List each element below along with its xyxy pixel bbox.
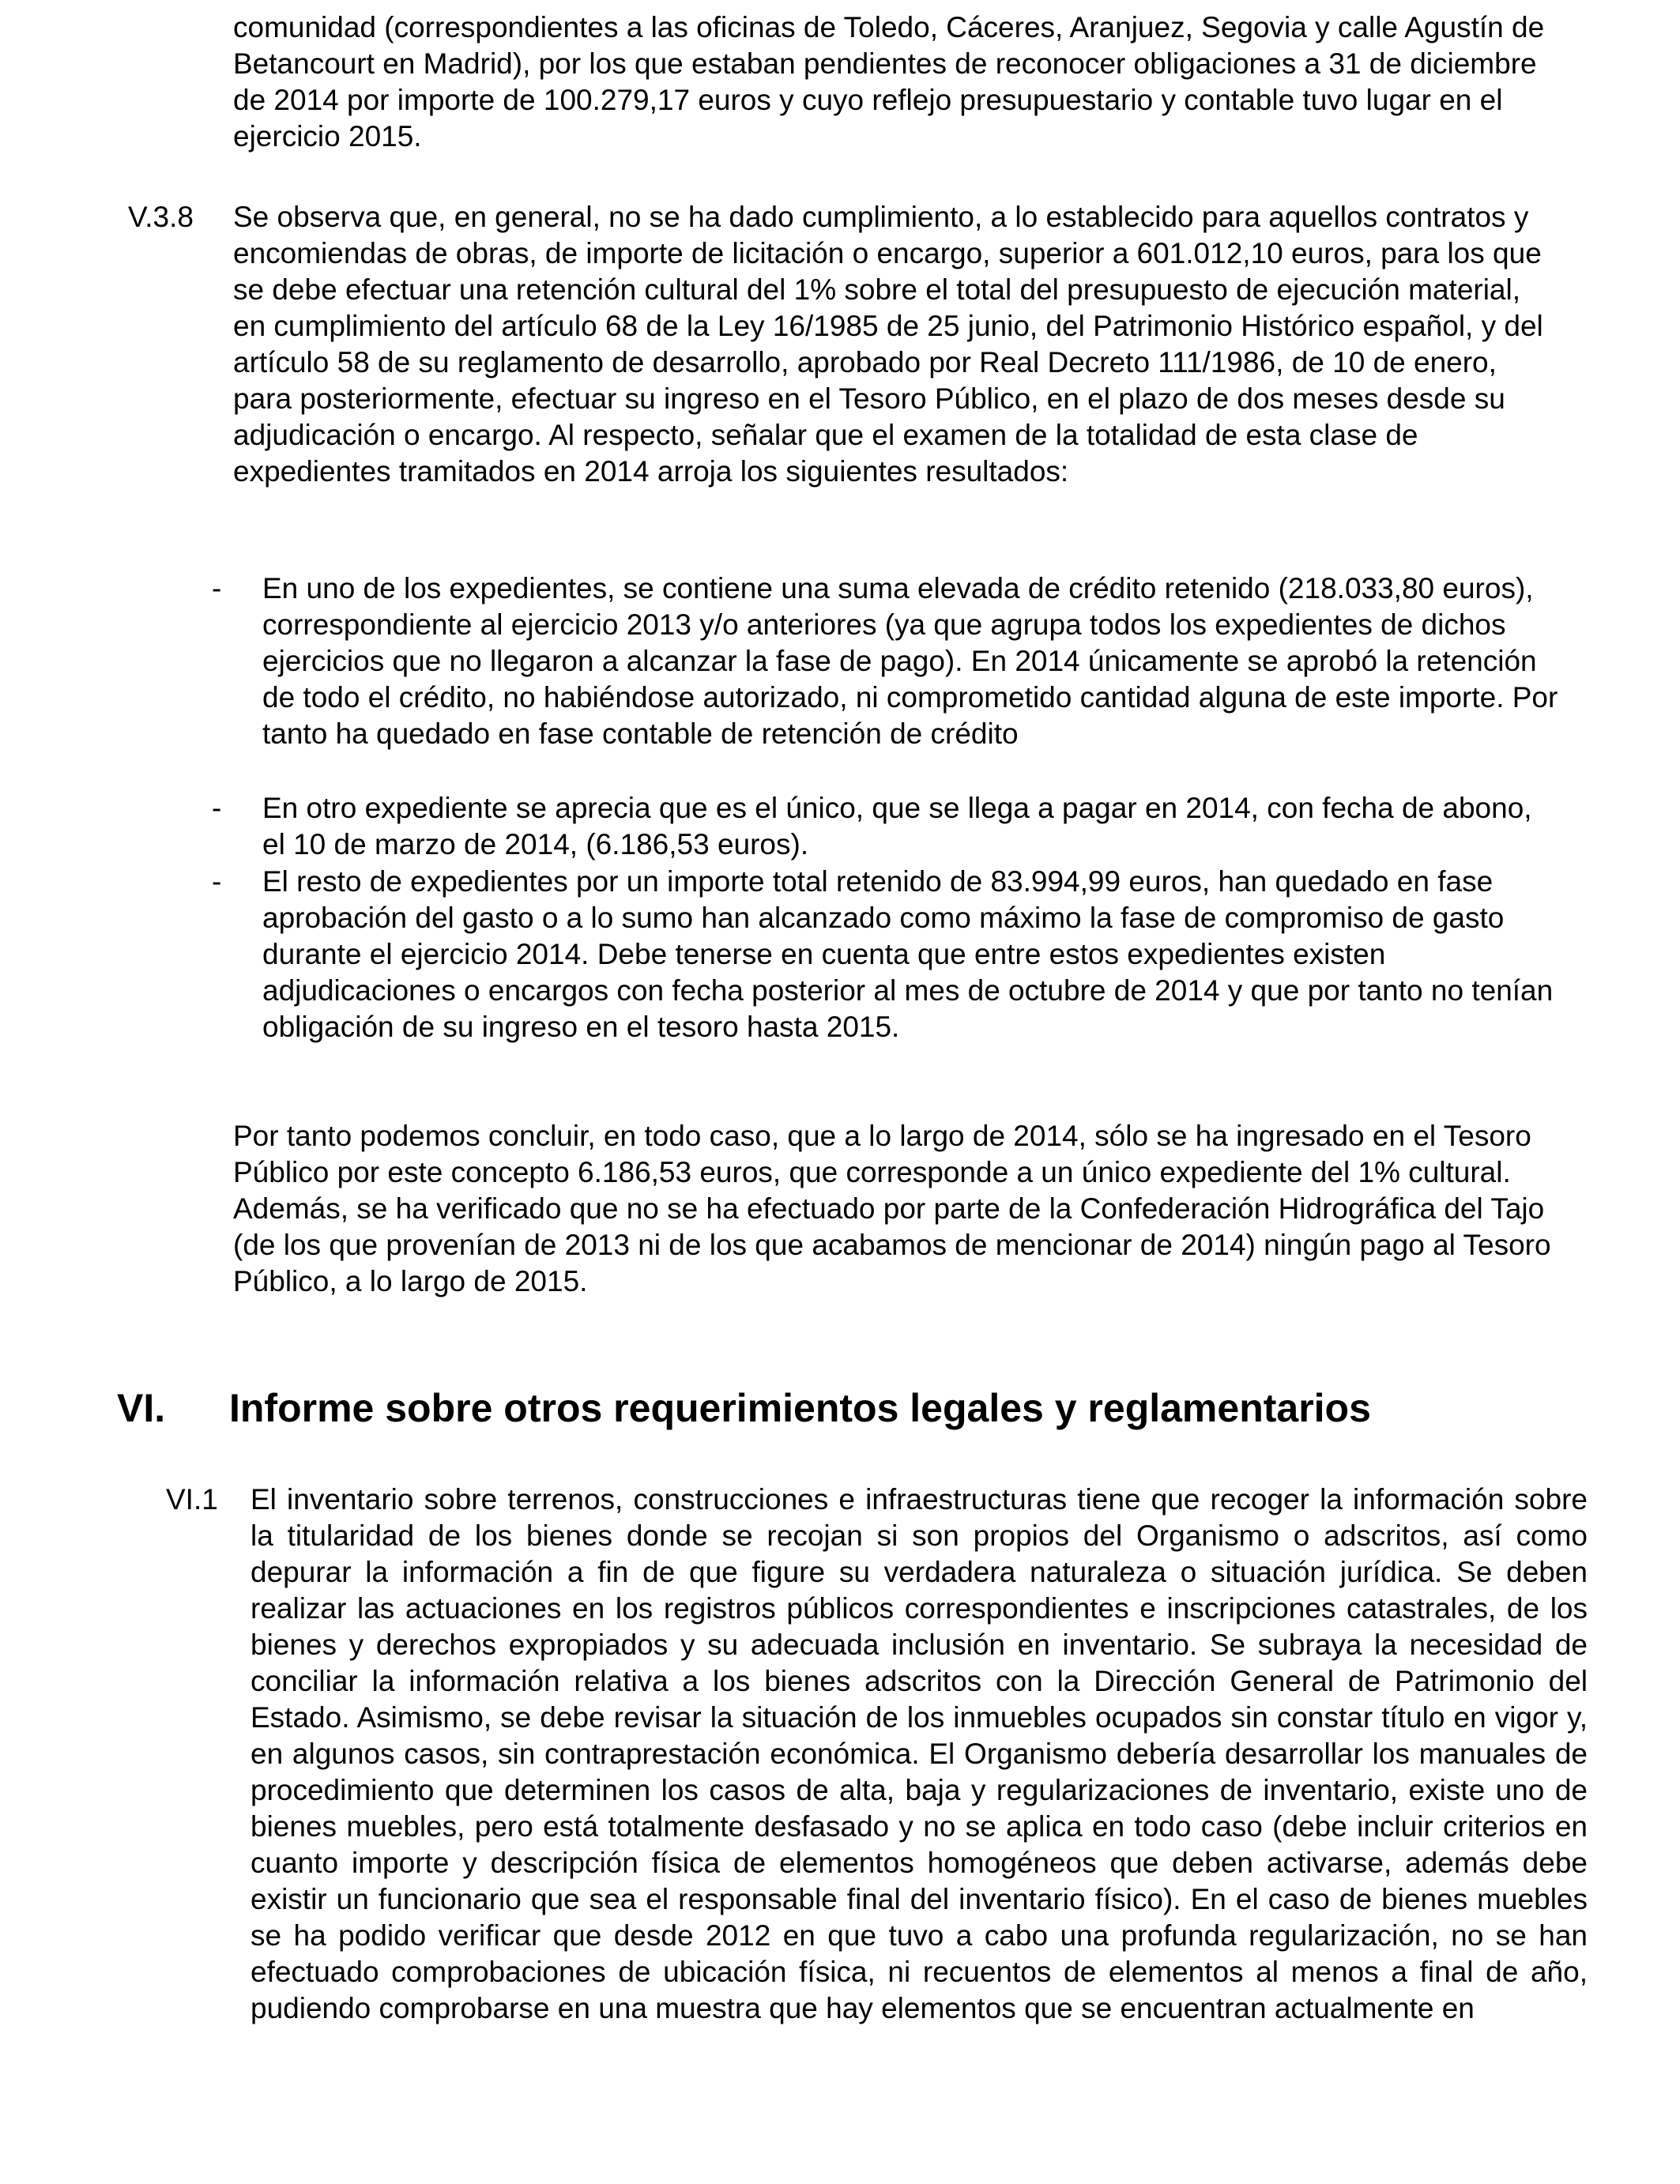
section-number-vi1: VI.1: [166, 1483, 218, 1516]
bullet-marker: -: [212, 865, 222, 898]
section-vi-title: Informe sobre otros requerimientos legales y reglamentarios: [229, 1386, 1371, 1430]
section-v38-paragraph: Se observa que, en general, no se ha dado cumplimiento, a lo establecido para aquellos contratos y encomiendas de obras, de importe de licitación o encargo, superior a 601.012,10 euros, para los que se debe efectuar una retención cultural del 1% sobre el total del presupuesto de ejecución material, en cumplimiento del artículo 68 de la Ley 16/1985 de 25 junio, del Patrimonio Histórico español, y del artículo 58 de su reglamento de desarrollo, aprobado por Real Decreto 111/1986, de 10 de enero, para posteriormente, efectuar su ingreso en el Tesoro Público, en el plazo de dos meses desde su adjudicación o encargo. Al respecto, señalar que el examen de la totalidad de esta clase de expedientes tramitados en 2014 arroja los siguientes resultados:: [233, 201, 1543, 488]
section-number-v38: V.3.8: [128, 201, 194, 233]
list-item: En otro expediente se aprecia que es el único, que se llega a pagar en 2014, con fecha de abono, el 10 de marzo de 2014, (6.186,53 euros).: [262, 792, 1532, 860]
section-vi-number: VI.: [117, 1386, 166, 1430]
conclusion-paragraph: Por tanto podemos concluir, en todo caso, que a lo largo de 2014, sólo se ha ingresado en el Tesoro Público por este concepto 6.186,53 euros, que corresponde a un único expediente del 1% cultural. Además, se ha verificado que no se ha efectuado por parte de la Confederación Hidrográfica del Tajo (de los que provenían de 2013 ni de los que acabamos de mencionar de 2014) ningún pago al Tesoro Público, a lo largo de 2015.: [233, 1120, 1551, 1297]
list-item: En uno de los expedientes, se contiene una suma elevada de crédito retenido (218.033,80 euros), correspondiente al ejercicio 2013 y/o anteriores (ya que agrupa todos los expedientes de dichos ejercicios que no llegaron a alcanzar la fase de pago). En 2014 únicamente se aprobó la retención de todo el crédito, no habiéndose autorizado, ni comprometido cantidad alguna de este importe. Por tanto ha quedado en fase contable de retención de crédito: [262, 572, 1558, 750]
bullet-marker: -: [212, 572, 222, 604]
bullet-marker: -: [212, 792, 222, 824]
list-item: El resto de expedientes por un importe total retenido de 83.994,99 euros, han quedado en fase aprobación del gasto o a lo sumo han alcanzado como máximo la fase de compromiso de gasto durante el ejercicio 2014. Debe tenerse en cuenta que entre estos expedientes existen adjudicaciones o encargos con fecha posterior al mes de octubre de 2014 y que por tanto no tenían obligación de su ingreso en el tesoro hasta 2015.: [262, 865, 1554, 1043]
section-vi1-paragraph: El inventario sobre terrenos, construcciones e infraestructuras tiene que recoger la información sobre la titularidad de los bienes donde se recojan si son propios del Organismo o adscritos, así como depurar la información a fin de que figure su verdadera naturaleza o situación jurídica. Se deben realizar las actuaciones en los registros públicos correspondientes e inscripciones catastrales, de los bienes y derechos expropiados y su adecuada inclusión en inventario. Se subraya la necesidad de conciliar la información relativa a los bienes adscritos con la Dirección General de Patrimonio del Estado. Asimismo, se debe revisar la situación de los inmuebles ocupados sin constar título en vigor y, en algunos casos, sin contraprestación económica. El Organismo debería desarrollar los manuales de procedimiento que determinen los casos de alta, baja y regularizaciones de inventario, existe uno de bienes muebles, pero está totalmente desfasado y no se aplica en todo caso (debe incluir criterios en cuanto importe y descripción física de elementos homogéneos que deben activarse, además debe existir un funcionario que sea el responsable final del inventario físico). En el caso de bienes muebles se ha podido verificar que desde 2012 en que tuvo a cabo una profunda regularización, no se han efectuado comprobaciones de ubicación física, ni recuentos de elementos al menos a final de año, pudiendo comprobarse en una muestra que hay elementos que se encuentran actualmente en: [250, 1483, 1588, 2024]
intro-paragraph: comunidad (correspondientes a las oficinas de Toledo, Cáceres, Aranjuez, Segovia y calle Agustín de Betancourt en Madrid), por los que estaban pendientes de reconocer obligaciones a 31 de diciembre de 2014 por importe de 100.279,17 euros y cuyo reflejo presupuestario y contable tuvo lugar en el ejercicio 2015.: [233, 11, 1545, 153]
